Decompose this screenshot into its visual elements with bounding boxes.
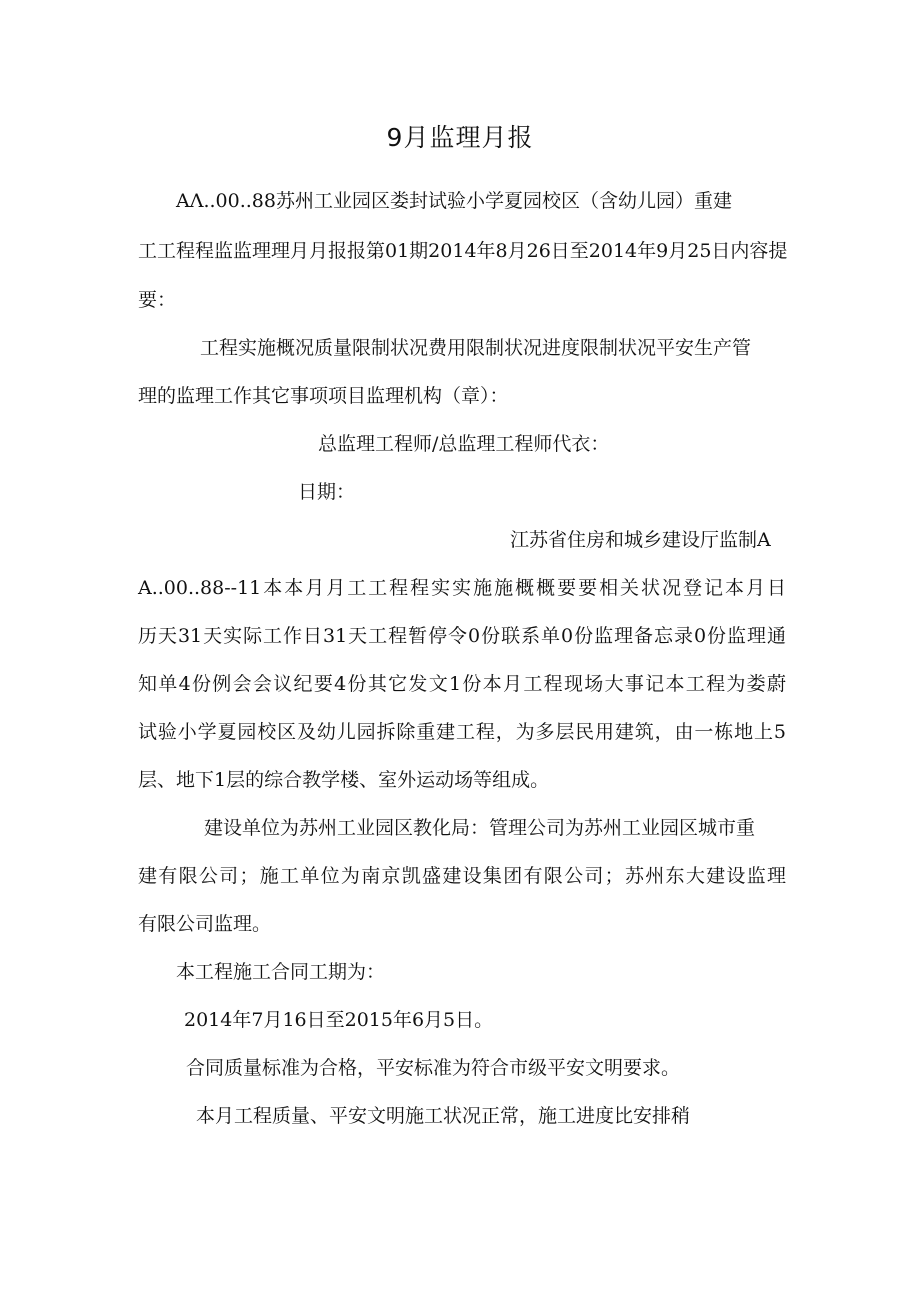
text-line-11: 知单4份例会会议纪要4份其它发文1份本月工程现场大事记本工程为娄蔚 bbox=[138, 673, 786, 695]
text-line-9: A..00..88--11本本月月工工程程实实施施概概要要相关状况登记本月日 bbox=[138, 577, 786, 599]
issuer-line: 江苏省住房和城乡建设厅监制A bbox=[510, 529, 771, 551]
text-line-10: 历天31天实际工作日31天工程暂停令0份联系单0份监理备忘录0份监理通 bbox=[138, 625, 786, 647]
text-line-18: 2014年7月16日至2015年6月5日。 bbox=[184, 1009, 494, 1031]
text-line-19: 合同质量标准为合格，平安标准为符合市级平安文明要求。 bbox=[186, 1057, 681, 1079]
text-line-3: 要： bbox=[138, 289, 177, 311]
date-label: 日期： bbox=[298, 481, 356, 503]
text-line-20: 本月工程质量、平安文明施工状况正常，施工进度比安排稍 bbox=[196, 1105, 691, 1127]
text-line-4: 工程实施概况质量限制状况费用限制状况进度限制状况平安生产管 bbox=[200, 337, 752, 359]
text-line-14: 建设单位为苏州工业园区教化局：管理公司为苏州工业园区城市重 bbox=[204, 817, 756, 839]
text-line-17: 本工程施工合同工期为： bbox=[176, 961, 386, 983]
text-line-13: 层、地下1层的综合教学楼、室外运动场等组成。 bbox=[138, 769, 550, 791]
text-line-15: 建有限公司；施工单位为南京凯盛建设集团有限公司；苏州东大建设监理 bbox=[138, 865, 786, 887]
text-line-1: AΛ..00..88苏州工业园区娄封试验小学夏园校区（含幼儿园）重建 bbox=[176, 190, 732, 212]
text-line-2: 工工程程监监理理月月报报第01期2014年8月26日至2014年9月25日内容提 bbox=[138, 240, 788, 262]
document-title: 9月监理月报 bbox=[386, 123, 534, 152]
text-line-16: 有限公司监理。 bbox=[138, 913, 272, 935]
text-line-5: 理的监理工作其它事项项目监理机构（章）： bbox=[138, 385, 509, 407]
signature-label: 总监理工程师/总监理工程师代衣： bbox=[318, 433, 610, 455]
text-line-12: 试验小学夏园校区及幼儿园拆除重建工程，为多层民用建筑，由一栋地上5 bbox=[138, 721, 786, 743]
